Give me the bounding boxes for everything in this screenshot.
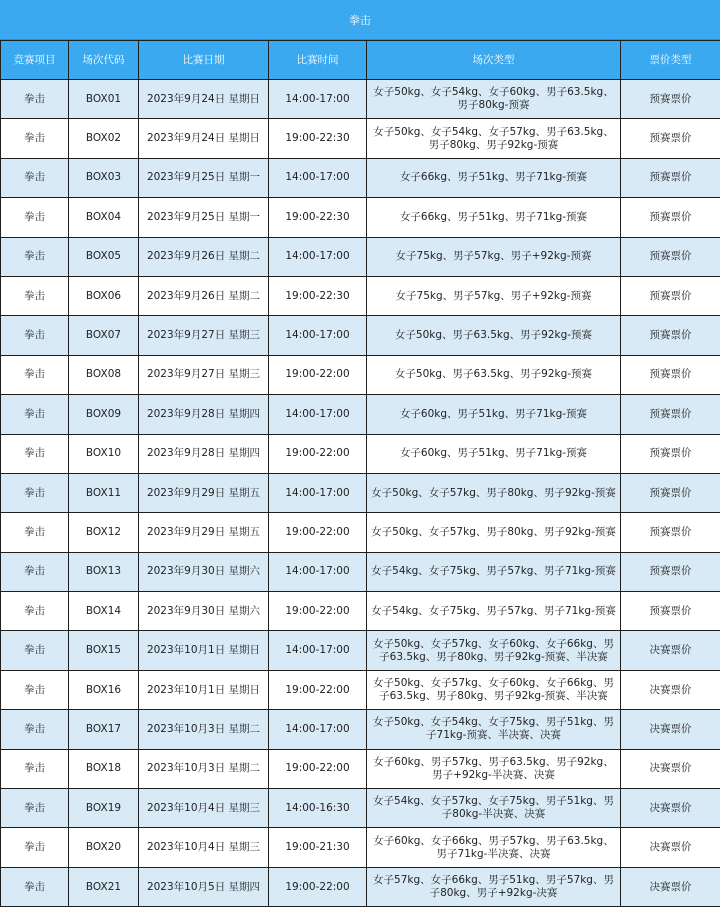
cell-price: 预赛票价: [621, 276, 720, 315]
cell-price: 决赛票价: [621, 789, 720, 828]
table-row: [1, 552, 720, 591]
cell-event: 拳击: [1, 276, 69, 315]
cell-date: 2023年9月24日 星期日: [139, 80, 269, 119]
cell-event: 拳击: [1, 670, 69, 709]
cell-time: 14:00-17:00: [269, 237, 367, 276]
cell-event: 拳击: [1, 119, 69, 158]
table-row: [1, 355, 720, 394]
cell-event: 拳击: [1, 828, 69, 867]
cell-time: 14:00-17:00: [269, 316, 367, 355]
cell-event: 拳击: [1, 237, 69, 276]
cell-time: 19:00-22:00: [269, 355, 367, 394]
cell-type: 女子66kg、男子51kg、男子71kg-预赛: [367, 158, 621, 197]
cell-event: 拳击: [1, 710, 69, 749]
cell-price: 预赛票价: [621, 80, 720, 119]
cell-price: 决赛票价: [621, 828, 720, 867]
table-row: [1, 670, 720, 709]
cell-code: BOX08: [69, 355, 139, 394]
cell-event: 拳击: [1, 749, 69, 788]
cell-event: 拳击: [1, 789, 69, 828]
cell-code: BOX01: [69, 80, 139, 119]
cell-time: 19:00-22:00: [269, 749, 367, 788]
table-row: [1, 710, 720, 749]
cell-code: BOX19: [69, 789, 139, 828]
cell-type: 女子54kg、女子75kg、男子57kg、男子71kg-预赛: [367, 592, 621, 631]
cell-time: 19:00-22:00: [269, 670, 367, 709]
cell-type: 女子50kg、女子57kg、女子60kg、女子66kg、男子63.5kg、男子80kg、男子92kg-预赛、半决赛: [367, 670, 621, 709]
cell-code: BOX15: [69, 631, 139, 670]
cell-code: BOX04: [69, 198, 139, 237]
table-row: [1, 749, 720, 788]
cell-date: 2023年9月27日 星期三: [139, 355, 269, 394]
cell-price: 决赛票价: [621, 670, 720, 709]
table-row: [1, 316, 720, 355]
cell-code: BOX06: [69, 276, 139, 315]
cell-type: 女子50kg、女子57kg、女子60kg、女子66kg、男子63.5kg、男子80kg、男子92kg-预赛、半决赛: [367, 631, 621, 670]
cell-date: 2023年9月25日 星期一: [139, 158, 269, 197]
cell-type: 女子50kg、女子57kg、男子80kg、男子92kg-预赛: [367, 473, 621, 512]
cell-type: 女子60kg、男子51kg、男子71kg-预赛: [367, 434, 621, 473]
cell-code: BOX14: [69, 592, 139, 631]
cell-time: 19:00-22:00: [269, 592, 367, 631]
header-row: [1, 41, 720, 80]
cell-price: 预赛票价: [621, 119, 720, 158]
cell-price: 预赛票价: [621, 552, 720, 591]
cell-date: 2023年9月28日 星期四: [139, 434, 269, 473]
cell-event: 拳击: [1, 395, 69, 434]
cell-date: 2023年9月30日 星期六: [139, 592, 269, 631]
header-time: 比赛时间: [269, 41, 367, 80]
cell-type: 女子66kg、男子51kg、男子71kg-预赛: [367, 198, 621, 237]
cell-price: 预赛票价: [621, 395, 720, 434]
cell-time: 19:00-22:30: [269, 198, 367, 237]
cell-code: BOX17: [69, 710, 139, 749]
cell-event: 拳击: [1, 631, 69, 670]
cell-type: 女子75kg、男子57kg、男子+92kg-预赛: [367, 276, 621, 315]
cell-time: 14:00-17:00: [269, 710, 367, 749]
header-type: 场次类型: [367, 41, 621, 80]
cell-code: BOX05: [69, 237, 139, 276]
cell-event: 拳击: [1, 316, 69, 355]
cell-type: 女子54kg、女子57kg、女子75kg、男子51kg、男子80kg-半决赛、决赛: [367, 789, 621, 828]
cell-event: 拳击: [1, 513, 69, 552]
cell-time: 19:00-22:00: [269, 867, 367, 906]
table-row: [1, 434, 720, 473]
cell-time: 19:00-22:00: [269, 434, 367, 473]
table-row: [1, 119, 720, 158]
cell-time: 19:00-21:30: [269, 828, 367, 867]
cell-price: 预赛票价: [621, 198, 720, 237]
table-row: [1, 80, 720, 119]
table-row: [1, 513, 720, 552]
cell-code: BOX12: [69, 513, 139, 552]
cell-time: 14:00-17:00: [269, 552, 367, 591]
table-row: [1, 276, 720, 315]
cell-type: 女子50kg、女子54kg、女子75kg、男子51kg、男子71kg-预赛、半决赛、决赛: [367, 710, 621, 749]
cell-code: BOX21: [69, 867, 139, 906]
cell-price: 决赛票价: [621, 710, 720, 749]
cell-date: 2023年9月26日 星期二: [139, 237, 269, 276]
table-row: [1, 789, 720, 828]
cell-date: 2023年9月28日 星期四: [139, 395, 269, 434]
table-body: [1, 80, 720, 907]
cell-price: 预赛票价: [621, 592, 720, 631]
cell-price: 预赛票价: [621, 158, 720, 197]
cell-date: 2023年10月1日 星期日: [139, 631, 269, 670]
table-row: [1, 828, 720, 867]
cell-price: 预赛票价: [621, 316, 720, 355]
cell-date: 2023年10月5日 星期四: [139, 867, 269, 906]
cell-time: 14:00-17:00: [269, 631, 367, 670]
cell-price: 预赛票价: [621, 473, 720, 512]
cell-type: 女子50kg、男子63.5kg、男子92kg-预赛: [367, 316, 621, 355]
header-code: 场次代码: [69, 41, 139, 80]
cell-date: 2023年9月25日 星期一: [139, 198, 269, 237]
cell-code: BOX20: [69, 828, 139, 867]
cell-time: 19:00-22:30: [269, 276, 367, 315]
cell-price: 预赛票价: [621, 237, 720, 276]
table-row: [1, 158, 720, 197]
cell-time: 14:00-16:30: [269, 789, 367, 828]
cell-type: 女子57kg、女子66kg、男子51kg、男子57kg、男子80kg、男子+92kg-决赛: [367, 867, 621, 906]
header-price: 票价类型: [621, 41, 720, 80]
cell-date: 2023年10月4日 星期三: [139, 789, 269, 828]
cell-date: 2023年9月26日 星期二: [139, 276, 269, 315]
table-row: [1, 631, 720, 670]
cell-type: 女子50kg、女子57kg、男子80kg、男子92kg-预赛: [367, 513, 621, 552]
cell-price: 预赛票价: [621, 355, 720, 394]
cell-time: 19:00-22:00: [269, 513, 367, 552]
cell-code: BOX09: [69, 395, 139, 434]
cell-code: BOX11: [69, 473, 139, 512]
cell-event: 拳击: [1, 867, 69, 906]
table-row: [1, 395, 720, 434]
cell-date: 2023年10月1日 星期日: [139, 670, 269, 709]
cell-type: 女子50kg、女子54kg、女子60kg、男子63.5kg、男子80kg-预赛: [367, 80, 621, 119]
cell-price: 预赛票价: [621, 434, 720, 473]
cell-code: BOX10: [69, 434, 139, 473]
cell-date: 2023年10月3日 星期二: [139, 749, 269, 788]
cell-price: 决赛票价: [621, 631, 720, 670]
schedule-table: [0, 40, 720, 907]
cell-time: 19:00-22:30: [269, 119, 367, 158]
cell-time: 14:00-17:00: [269, 395, 367, 434]
cell-type: 女子60kg、男子51kg、男子71kg-预赛: [367, 395, 621, 434]
table-row: [1, 867, 720, 906]
cell-code: BOX07: [69, 316, 139, 355]
cell-price: 决赛票价: [621, 867, 720, 906]
cell-event: 拳击: [1, 592, 69, 631]
cell-event: 拳击: [1, 552, 69, 591]
cell-date: 2023年9月29日 星期五: [139, 513, 269, 552]
header-date: 比赛日期: [139, 41, 269, 80]
cell-price: 预赛票价: [621, 513, 720, 552]
cell-code: BOX02: [69, 119, 139, 158]
cell-price: 决赛票价: [621, 749, 720, 788]
cell-type: 女子50kg、女子54kg、女子57kg、男子63.5kg、男子80kg、男子92kg-预赛: [367, 119, 621, 158]
cell-code: BOX18: [69, 749, 139, 788]
cell-type: 女子60kg、女子66kg、男子57kg、男子63.5kg、男子71kg-半决赛、决赛: [367, 828, 621, 867]
cell-date: 2023年10月3日 星期二: [139, 710, 269, 749]
table-row: [1, 592, 720, 631]
cell-code: BOX16: [69, 670, 139, 709]
table-row: [1, 198, 720, 237]
cell-type: 女子54kg、女子75kg、男子57kg、男子71kg-预赛: [367, 552, 621, 591]
cell-time: 14:00-17:00: [269, 80, 367, 119]
table-title: 拳击: [0, 0, 720, 40]
header-event: 竞赛项目: [1, 41, 69, 80]
cell-time: 14:00-17:00: [269, 473, 367, 512]
cell-event: 拳击: [1, 434, 69, 473]
cell-code: BOX03: [69, 158, 139, 197]
cell-time: 14:00-17:00: [269, 158, 367, 197]
cell-date: 2023年9月30日 星期六: [139, 552, 269, 591]
cell-event: 拳击: [1, 158, 69, 197]
table-row: [1, 237, 720, 276]
cell-event: 拳击: [1, 355, 69, 394]
cell-event: 拳击: [1, 80, 69, 119]
table-row: [1, 473, 720, 512]
cell-type: 女子75kg、男子57kg、男子+92kg-预赛: [367, 237, 621, 276]
cell-date: 2023年9月24日 星期日: [139, 119, 269, 158]
cell-date: 2023年10月4日 星期三: [139, 828, 269, 867]
cell-type: 女子60kg、男子57kg、男子63.5kg、男子92kg、男子+92kg-半决赛、决赛: [367, 749, 621, 788]
cell-type: 女子50kg、男子63.5kg、男子92kg-预赛: [367, 355, 621, 394]
cell-code: BOX13: [69, 552, 139, 591]
cell-date: 2023年9月29日 星期五: [139, 473, 269, 512]
cell-event: 拳击: [1, 473, 69, 512]
cell-date: 2023年9月27日 星期三: [139, 316, 269, 355]
cell-event: 拳击: [1, 198, 69, 237]
